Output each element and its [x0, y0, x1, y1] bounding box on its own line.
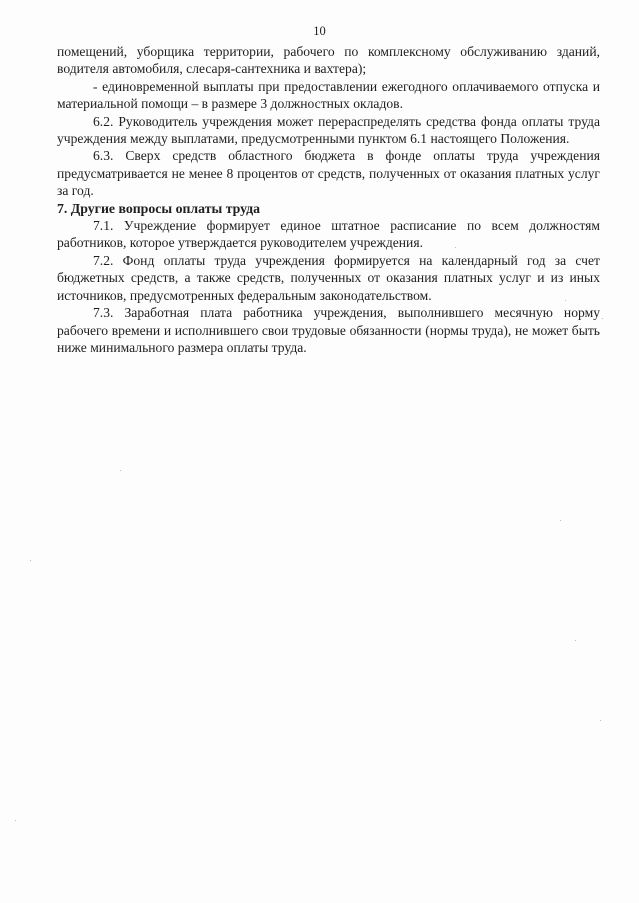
scan-speck: [560, 520, 561, 521]
paragraph-continuation: помещений, уборщика территории, рабочего по комплексному обслуживанию зданий, водителя автомобиля, слесаря-сантехника и вахтера);: [57, 44, 600, 77]
scan-speck: [565, 300, 566, 301]
scan-speck: [602, 318, 603, 319]
scan-speck: [120, 470, 121, 471]
paragraph-7-3: 7.3. Заработная плата работника учреждения, выполнившего месячную норму рабочего времени и исполнившего свои трудовые обязанности (нормы труда), не может быть ниже минимального размера оплаты труда.: [57, 305, 600, 355]
scan-speck: [600, 720, 601, 721]
scan-speck: [15, 820, 16, 821]
page-number: 10: [313, 24, 326, 38]
scan-speck: [575, 640, 576, 641]
paragraph-6-3: 6.3. Сверх средств областного бюджета в фонде оплаты труда учреждения предусматривается не менее 8 процентов от средств, полученных от оказания платных услуг за год.: [57, 148, 600, 199]
paragraph-bullet: - единовременной выплаты при предоставлении ежегодного оплачиваемого отпуска и материальной помощи – в размере 3 должностных окладов.: [57, 78, 600, 112]
section-heading: 7. Другие вопросы оплаты труда: [57, 200, 261, 216]
paragraph-7-1: 7.1. Учреждение формирует единое штатное расписание по всем должностям работников, которое утверждается руководителем учреждения.: [57, 218, 600, 251]
scan-speck: [455, 247, 456, 248]
paragraph-7-2: 7.2. Фонд оплаты труда учреждения формируется на календарный год за счет бюджетных средств, а также средств, полученных от оказания платных услуг и из иных источников, предусмотренных федеральным законодательством.: [57, 252, 600, 303]
paragraph-6-2: 6.2. Руководитель учреждения может перераспределять средства фонда оплаты труда учреждения между выплатами, предусмотренными пунктом 6.1 настоящего Положения.: [57, 113, 600, 147]
document-body: [57, 43, 600, 356]
scan-speck: [30, 560, 31, 561]
